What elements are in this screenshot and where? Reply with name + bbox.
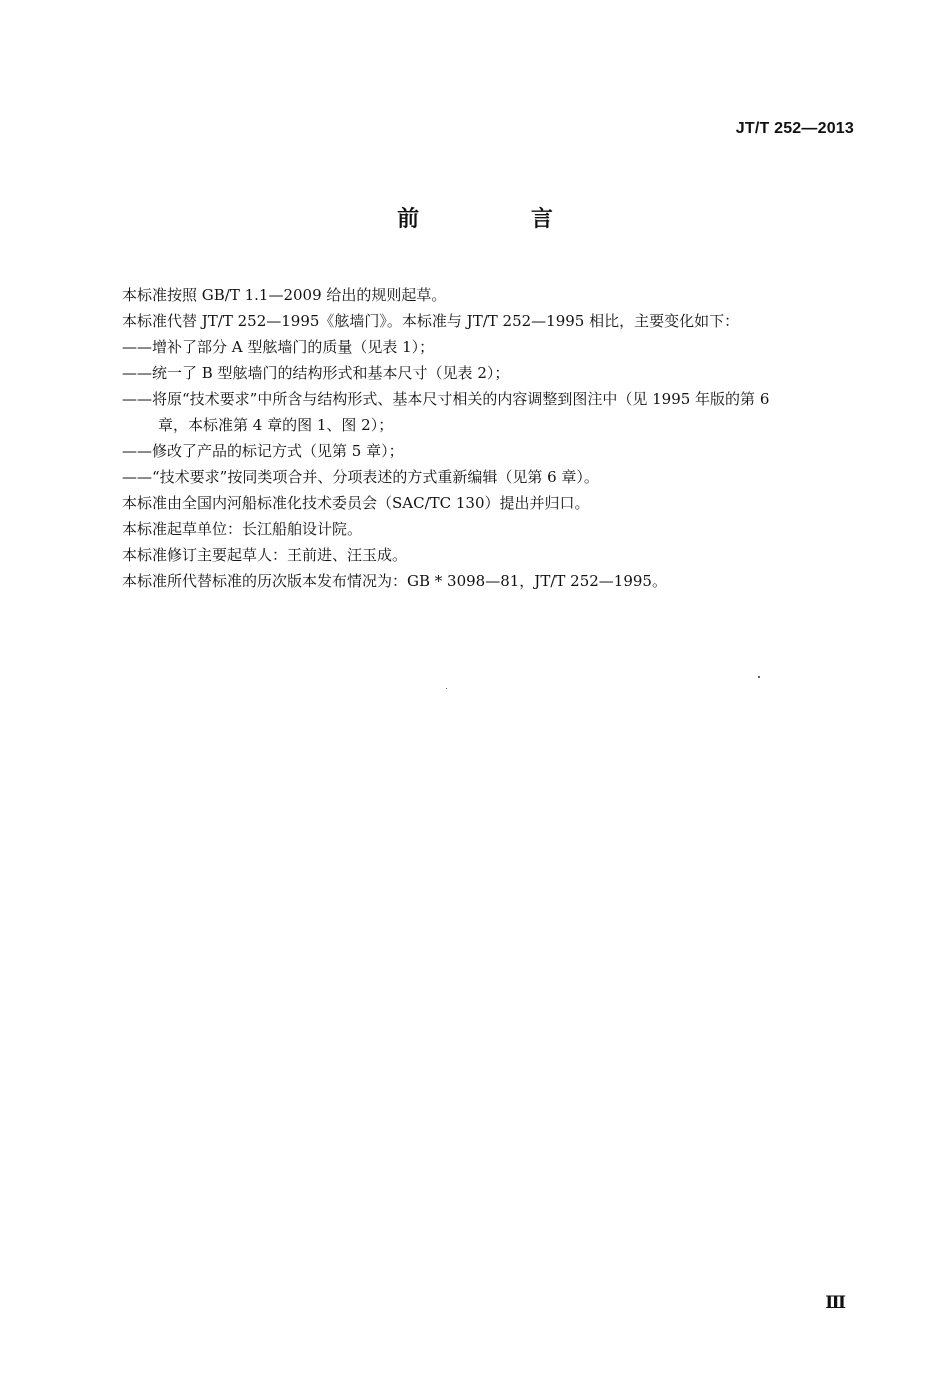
scan-speck — [446, 688, 447, 689]
change-item-structure: ——统一了 B 型舷墙门的结构形式和基本尺寸（见表 2）； — [122, 364, 510, 382]
change-item-requirements: ——将原“技术要求”中所含与结构形式、基本尺寸相关的内容调整到图注中（见 1995 年版的第 6 — [122, 390, 770, 408]
paragraph-history: 本标准所代替标准的历次版本发布情况为：GB * 3098—81，JT/T 252—1995。 — [122, 572, 667, 590]
page-number: Ⅲ — [825, 1293, 846, 1313]
foreword-content — [122, 282, 862, 594]
change-item-requirements-continued: 章，本标准第 4 章的图 1、图 2）； — [158, 416, 394, 434]
change-item-mass: ——增补了部分 A 型舷墙门的质量（见表 1）； — [122, 338, 435, 356]
change-item-marking: ——修改了产品的标记方式（见第 5 章）； — [122, 442, 404, 460]
standard-code: JT/T 252—2013 — [735, 120, 854, 137]
paragraph-drafting-unit: 本标准起草单位：长江船舶设计院。 — [122, 520, 363, 538]
paragraph-drafting-rules: 本标准按照 GB/T 1.1—2009 给出的规则起草。 — [122, 286, 447, 304]
paragraph-proposer: 本标准由全国内河船标准化技术委员会（SAC/TC 130）提出并归口。 — [122, 494, 590, 512]
paragraph-drafters: 本标准修订主要起草人：王前进、汪玉成。 — [122, 546, 408, 564]
change-item-reedit: ——“技术要求”按同类项合并、分项表述的方式重新编辑（见第 6 章）。 — [122, 468, 599, 486]
scan-speck — [758, 676, 760, 678]
page-title: 前 言 — [397, 207, 605, 232]
paragraph-replacement: 本标准代替 JT/T 252—1995《舷墙门》。本标准与 JT/T 252—1995 相比，主要变化如下： — [122, 312, 740, 330]
